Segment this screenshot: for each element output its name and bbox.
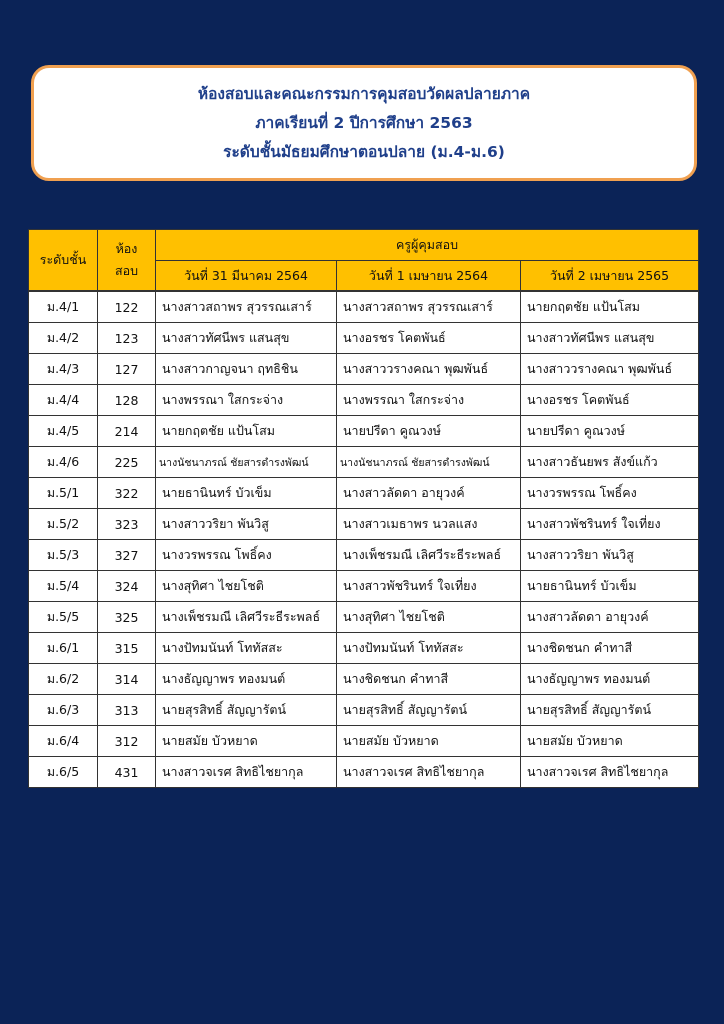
proctor-day2-cell: นางปัทมนันท์ โททัสสะ [337, 633, 521, 664]
room-number-cell: 325 [98, 602, 156, 633]
title-line-3: ระดับชั้นมัธยมศึกษาตอนปลาย (ม.4-ม.6) [223, 142, 505, 161]
proctor-day3-cell: นางสาวทัศนีพร แสนสุข [521, 323, 699, 354]
title-line-1: ห้องสอบและคณะกรรมการคุมสอบวัดผลปลายภาค [197, 84, 531, 103]
table-row [29, 291, 699, 323]
proctor-day2-cell: นางอรชร โคตพันธ์ [337, 323, 521, 354]
proctor-day2-cell: นางนัชนาภรณ์ ชัยสารดำรงพัฒน์ [337, 447, 521, 478]
class-level-cell: ม.6/5 [29, 757, 98, 788]
proctor-day3-cell: นางสาววรางคณา พุฒพันธ์ [521, 354, 699, 385]
proctor-day3-cell: นางสาวธันยพร สังข์แก้ว [521, 447, 699, 478]
table-row [29, 509, 699, 540]
proctor-day3-cell: นางสาวจเรศ สิทธิไชยากุล [521, 757, 699, 788]
class-level-cell: ม.4/3 [29, 354, 98, 385]
proctor-day3-cell: นางสาววริยา พันวิสู [521, 540, 699, 571]
proctor-day3-cell: นางสาวพัชรินทร์ ใจเที่ยง [521, 509, 699, 540]
class-level-cell: ม.6/3 [29, 695, 98, 726]
title-box [31, 65, 697, 181]
proctor-day2-cell: นายปรีดา คูณวงษ์ [337, 416, 521, 447]
class-level-cell: ม.6/2 [29, 664, 98, 695]
header-room-line1: ห้อง [115, 241, 138, 256]
class-level-cell: ม.4/1 [29, 291, 98, 323]
proctor-day1-cell: นายสมัย บัวหยาด [156, 726, 337, 757]
proctor-day3-cell: นายธานินทร์ บัวเข็ม [521, 571, 699, 602]
room-number-cell: 123 [98, 323, 156, 354]
proctor-day1-cell: นางสาวกาญจนา ฤทธิชิน [156, 354, 337, 385]
room-number-cell: 128 [98, 385, 156, 416]
room-number-cell: 225 [98, 447, 156, 478]
class-level-cell: ม.4/5 [29, 416, 98, 447]
title-line-2: ภาคเรียนที่ 2 ปีการศึกษา 2563 [255, 113, 473, 132]
room-number-cell: 327 [98, 540, 156, 571]
proctor-day2-cell: นายสุรสิทธิ์ สัญญารัตน์ [337, 695, 521, 726]
proctor-schedule-table [28, 229, 699, 788]
room-number-cell: 315 [98, 633, 156, 664]
table-row [29, 354, 699, 385]
room-number-cell: 313 [98, 695, 156, 726]
proctor-day1-cell: นางนัชนาภรณ์ ชัยสารดำรงพัฒน์ [156, 447, 337, 478]
header-day3: วันที่ 2 เมษายน 2565 [521, 261, 699, 292]
proctor-day3-cell: นางชิดชนก คำทาสี [521, 633, 699, 664]
proctor-day3-cell: นายปรีดา คูณวงษ์ [521, 416, 699, 447]
proctor-day1-cell: นางพรรณา ใสกระจ่าง [156, 385, 337, 416]
header-day2: วันที่ 1 เมษายน 2564 [337, 261, 521, 292]
room-number-cell: 314 [98, 664, 156, 695]
proctor-day1-cell: นางสาวจเรศ สิทธิไชยากุล [156, 757, 337, 788]
proctor-day1-cell: นายธานินทร์ บัวเข็ม [156, 478, 337, 509]
room-number-cell: 431 [98, 757, 156, 788]
class-level-cell: ม.6/1 [29, 633, 98, 664]
proctor-day3-cell: นายสมัย บัวหยาด [521, 726, 699, 757]
table-row [29, 478, 699, 509]
class-level-cell: ม.4/4 [29, 385, 98, 416]
table-body [29, 291, 699, 788]
proctor-day2-cell: นางเพ็ชรมณี เลิศวีระธีระพลธ์ [337, 540, 521, 571]
proctor-day1-cell: นางปัทมนันท์ โททัสสะ [156, 633, 337, 664]
room-number-cell: 214 [98, 416, 156, 447]
class-level-cell: ม.4/2 [29, 323, 98, 354]
class-level-cell: ม.6/4 [29, 726, 98, 757]
table-row [29, 664, 699, 695]
table-row [29, 571, 699, 602]
proctor-day3-cell: นางธัญญาพร ทองมนต์ [521, 664, 699, 695]
table-row [29, 633, 699, 664]
proctor-day2-cell: นางชิดชนก คำทาสี [337, 664, 521, 695]
proctor-day2-cell: นายสมัย บัวหยาด [337, 726, 521, 757]
proctor-day3-cell: นางสาวลัดดา อายุวงค์ [521, 602, 699, 633]
proctor-day2-cell: นางสาวพัชรินทร์ ใจเที่ยง [337, 571, 521, 602]
header-room [98, 230, 156, 292]
room-number-cell: 122 [98, 291, 156, 323]
class-level-cell: ม.5/5 [29, 602, 98, 633]
table-row [29, 323, 699, 354]
proctor-day1-cell: นางสาวสถาพร สุวรรณเสาร์ [156, 291, 337, 323]
room-number-cell: 322 [98, 478, 156, 509]
class-level-cell: ม.5/3 [29, 540, 98, 571]
header-proctors: ครูผู้คุมสอบ [156, 230, 699, 261]
proctor-day1-cell: นางธัญญาพร ทองมนต์ [156, 664, 337, 695]
proctor-day1-cell: นายสุรสิทธิ์ สัญญารัตน์ [156, 695, 337, 726]
proctor-day1-cell: นายกฤตชัย แป้นโสม [156, 416, 337, 447]
room-number-cell: 324 [98, 571, 156, 602]
table-row [29, 726, 699, 757]
table-row [29, 757, 699, 788]
proctor-day2-cell: นางสาวสถาพร สุวรรณเสาร์ [337, 291, 521, 323]
header-level: ระดับชั้น [29, 230, 98, 292]
header-day1: วันที่ 31 มีนาคม 2564 [156, 261, 337, 292]
proctor-day1-cell: นางสุทิศา ไชยโชติ [156, 571, 337, 602]
table-row [29, 385, 699, 416]
room-number-cell: 127 [98, 354, 156, 385]
proctor-day1-cell: นางสาวทัศนีพร แสนสุข [156, 323, 337, 354]
room-number-cell: 323 [98, 509, 156, 540]
proctor-day3-cell: นายกฤตชัย แป้นโสม [521, 291, 699, 323]
proctor-day3-cell: นายสุรสิทธิ์ สัญญารัตน์ [521, 695, 699, 726]
class-level-cell: ม.5/2 [29, 509, 98, 540]
proctor-day2-cell: นางสาววรางคณา พุฒพันธ์ [337, 354, 521, 385]
table-row [29, 602, 699, 633]
room-number-cell: 312 [98, 726, 156, 757]
table-row [29, 695, 699, 726]
table-row [29, 540, 699, 571]
proctor-day2-cell: นางสุทิศา ไชยโชติ [337, 602, 521, 633]
class-level-cell: ม.4/6 [29, 447, 98, 478]
proctor-day3-cell: นางวรพรรณ โพธิ์คง [521, 478, 699, 509]
table-row [29, 416, 699, 447]
proctor-day2-cell: นางพรรณา ใสกระจ่าง [337, 385, 521, 416]
class-level-cell: ม.5/1 [29, 478, 98, 509]
proctor-day2-cell: นางสาวจเรศ สิทธิไชยากุล [337, 757, 521, 788]
proctor-day1-cell: นางเพ็ชรมณี เลิศวีระธีระพลธ์ [156, 602, 337, 633]
table-row [29, 447, 699, 478]
proctor-day1-cell: นางวรพรรณ โพธิ์คง [156, 540, 337, 571]
proctor-day1-cell: นางสาววริยา พันวิสู [156, 509, 337, 540]
proctor-day2-cell: นางสาวลัดดา อายุวงค์ [337, 478, 521, 509]
class-level-cell: ม.5/4 [29, 571, 98, 602]
proctor-day3-cell: นางอรชร โคตพันธ์ [521, 385, 699, 416]
header-room-line2: สอบ [114, 263, 139, 278]
proctor-day2-cell: นางสาวเมธาพร นวลแสง [337, 509, 521, 540]
